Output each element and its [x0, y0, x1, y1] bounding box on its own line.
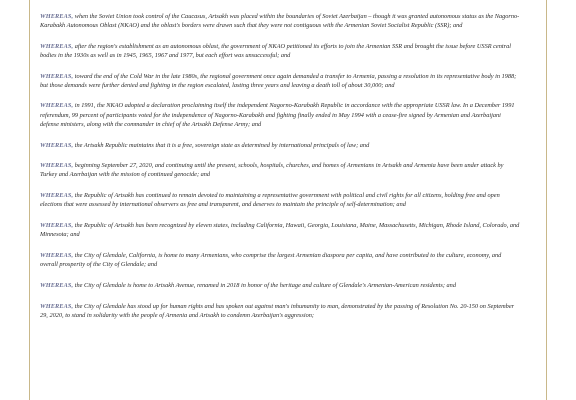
- whereas-clause: [40, 42, 520, 60]
- clause-text: toward the end of the Cold War in the late 1980s, the regional government once again demanded a transfer to Armenia, passing a resolution in its representative body in 1988; but those demands were further denied and fighting in the region escalated, lasting three years and leaving a death toll of about 30,000; and: [40, 72, 517, 89]
- clause-text: the City of Glendale is home to Artsakh Avenue, renamed in 2018 in honor of the heritage and culture of Glendale's Armenian-American residents; and: [74, 281, 456, 289]
- page-border-left: [29, 0, 30, 400]
- clause-text: when the Soviet Union took control of the Caucasus, Artsakh was placed within the boundaries of Soviet Azerbaijan – though it was granted autonomous status as the Nagorno-Karabakh Autonomous Oblast (NKAO) and the oblast's borders were drawn such that they were not contiguous with the Armenian Soviet Socialist Republic (SSR); and: [40, 12, 520, 29]
- whereas-clause: [40, 302, 520, 320]
- clause-text: after the region's establishment as an autonomous oblast, the government of NKAO petitioned its efforts to join the Armenian SSR and brought the issue before USSR central bodies in the 1930s as well as in 1945, 1965, 1967 and 1977, but each effort was unsuccessful; and: [40, 42, 511, 59]
- whereas-keyword: WHEREAS,: [40, 102, 74, 110]
- whereas-keyword: WHEREAS,: [40, 302, 74, 310]
- whereas-keyword: WHEREAS,: [40, 42, 74, 50]
- clause-text: the Republic of Artsakh has been recognized by eleven states, including California, Hawaii, Georgia, Louisiana, Maine, Massachusetts, Michigan, Rhode Island, Colorado, and Minnesota; and: [40, 222, 520, 239]
- whereas-keyword: WHEREAS,: [40, 222, 74, 230]
- whereas-keyword: WHEREAS,: [40, 141, 74, 149]
- clause-text: beginning September 27, 2020, and continuing until the present, schools, hospitals, churches, and homes of Armenians in Artsakh and Armenia have been under attack by Turkey and Azerbaijan with the mission of continued genocide; and: [40, 162, 504, 179]
- resolution-body: [40, 0, 520, 331]
- clause-text: the City of Glendale, California, is home to many Armenians, who comprise the largest Armenian diaspora per capita, and have contributed to the culture, economy, and overall prosperity of the City of Glendale; and: [40, 251, 502, 269]
- clause-text: in 1991, the NKAO adopted a declaration proclaiming itself the independent Nagorno-Karabakh Republic in accordance with the appropriate USSR law. In a December 1991 referendum, 99 percent of participants voted for the independence of Nagorno-Karabakh and fighting finally ended in May 1994 with a cease-fire signed by Armenian and Azerbaijani defense ministers, along with the commander in chief of the Artsakh Defense Army; and: [40, 102, 515, 128]
- whereas-clause: [40, 191, 520, 209]
- clause-text: the City of Glendale has stood up for human rights and has spoken out against man's inhumanity to man, demonstrated by the passing of Resolution No. 20-150 on September 29, 2020, to stand in solidarity with the people of Armenia and Artsakh to condemn Azerbaijan's aggression;: [40, 302, 515, 319]
- whereas-keyword: WHEREAS,: [40, 192, 74, 200]
- whereas-keyword: WHEREAS,: [40, 281, 74, 289]
- whereas-keyword: WHEREAS,: [40, 162, 74, 170]
- whereas-keyword: WHEREAS,: [40, 12, 74, 20]
- page-border-right: [546, 0, 547, 400]
- whereas-clause: [40, 12, 520, 30]
- whereas-clause: [40, 251, 520, 269]
- whereas-clause: [40, 101, 520, 129]
- whereas-clause: [40, 141, 520, 150]
- clause-text: the Republic of Artsakh has continued to remain devoted to maintaining a representative government with political and civil rights for all citizens, holding free and open elections that were assessed by international observers as free and transparent, and deserves to maintain the principle of self-determination; and: [40, 192, 500, 209]
- whereas-clause: [40, 161, 520, 179]
- whereas-clause: [40, 72, 520, 90]
- whereas-keyword: WHEREAS,: [40, 251, 74, 259]
- clause-text: the Artsakh Republic maintains that it is a free, sovereign state as determined by international principals of law; and: [74, 141, 370, 149]
- whereas-clause: [40, 221, 520, 239]
- whereas-keyword: WHEREAS,: [40, 72, 74, 80]
- whereas-clause: [40, 281, 520, 290]
